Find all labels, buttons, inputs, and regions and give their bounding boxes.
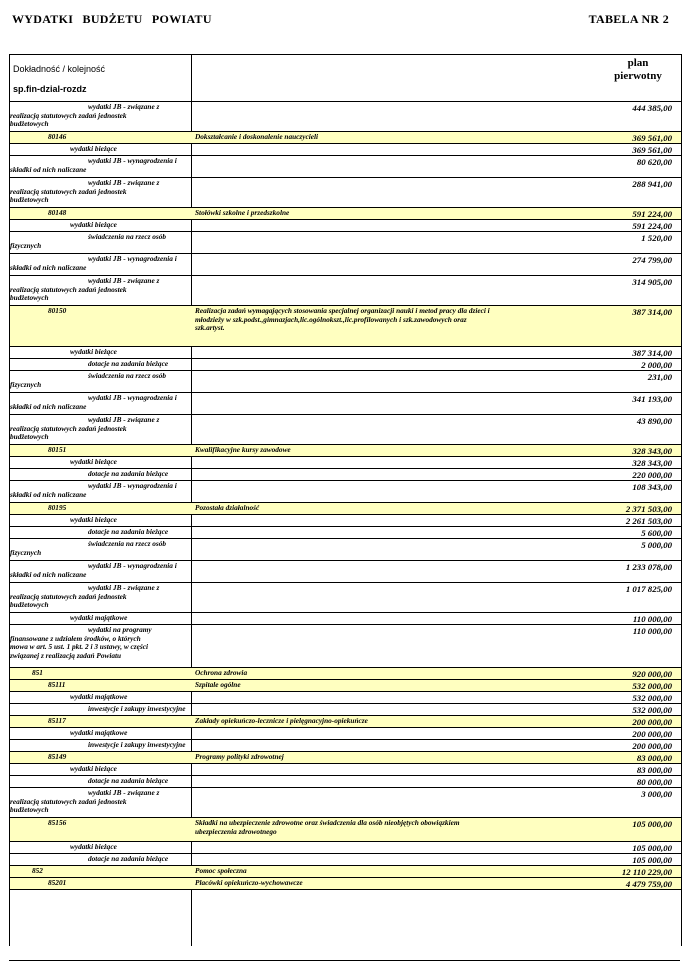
table-row — [10, 220, 681, 232]
section-row — [10, 445, 681, 457]
section-row — [10, 680, 681, 692]
row-plan-value: 532 000,00 — [632, 705, 672, 715]
table-row — [10, 704, 681, 716]
row-classification-line: wydatki majątkowe — [70, 613, 128, 622]
row-classification-line: budżetowych — [10, 119, 49, 129]
row-classification — [10, 614, 191, 623]
table-row — [10, 371, 681, 393]
row-plan-value: 5 000,00 — [641, 540, 672, 550]
table-row — [10, 613, 681, 625]
page-title: WYDATKI BUDŻETU POWIATU — [12, 12, 212, 26]
row-classification-line: 80146 — [48, 132, 67, 141]
row-classification-line: wydatki JB - wynagrodzenia i — [88, 481, 177, 490]
row-classification — [10, 729, 191, 738]
row-classification-line: inwestycje i zakupy inwestycyjne — [88, 704, 186, 713]
row-classification — [10, 765, 191, 774]
row-plan-value: 83 000,00 — [636, 765, 672, 775]
row-description: Realizacja zadań wymagających stosowania specjalnej organizacji nauki i metod pracy dla dzieci i młodzieży w szk.podst.,gimnazjach,lic.ogólnokszt.,lic.profilowanych i szk.zawodowych oraz szk.artyst. — [195, 306, 490, 333]
table-row — [10, 359, 681, 371]
row-classification-line: mowa w art. 5 ust. 1 pkt. 2 i 3 ustawy, w części — [10, 642, 148, 652]
row-classification — [10, 145, 191, 154]
row-plan-value: 274 799,00 — [632, 255, 672, 265]
row-classification-line: fizycznych — [10, 379, 42, 389]
section-row — [10, 503, 681, 515]
row-classification — [10, 855, 191, 864]
row-classification-line: wydatki majątkowe — [70, 728, 128, 737]
row-classification-line: świadczenia na rzecz osób — [88, 232, 167, 241]
table-row — [10, 788, 681, 818]
row-classification-line: wydatki JB - wynagrodzenia i — [88, 393, 177, 402]
row-plan-value: 12 110 229,00 — [621, 867, 672, 877]
row-plan-value: 591 224,00 — [632, 209, 672, 219]
row-classification — [10, 562, 191, 579]
row-plan-value: 80 000,00 — [636, 777, 672, 787]
row-plan-value: 220 000,00 — [632, 470, 672, 480]
table-row — [10, 842, 681, 854]
row-classification — [10, 705, 191, 714]
row-plan-value: 314 905,00 — [632, 277, 672, 287]
row-plan-value: 200 000,00 — [632, 741, 672, 751]
column-header-plan — [603, 57, 673, 83]
table-row — [10, 232, 681, 254]
table-row — [10, 102, 681, 132]
column-header-order: Dokładność / kolejność — [13, 64, 106, 74]
table-row — [10, 728, 681, 740]
section-row — [10, 132, 681, 144]
row-classification — [10, 360, 191, 369]
row-classification — [10, 277, 191, 303]
row-plan-value: 532 000,00 — [632, 681, 672, 691]
row-description: Szpitale ogólne — [195, 680, 241, 689]
table-row — [10, 178, 681, 208]
row-plan-value: 341 193,00 — [632, 394, 672, 404]
row-classification — [10, 516, 191, 525]
row-classification-line: 851 — [32, 668, 43, 677]
row-classification — [10, 626, 191, 660]
row-classification-line: składki od nich naliczane — [10, 164, 87, 174]
row-classification-line: 85149 — [48, 752, 67, 761]
row-plan-value: 2 371 503,00 — [625, 504, 672, 514]
row-classification-line: wydatki JB - związane z — [88, 415, 160, 424]
row-classification-line: realizacją statutowych zadań jednostek — [10, 186, 127, 196]
row-plan-value: 2 261 503,00 — [625, 516, 672, 526]
table-row — [10, 144, 681, 156]
row-classification — [10, 209, 191, 218]
row-classification — [10, 789, 191, 815]
section-row — [10, 866, 681, 878]
row-plan-value: 1 520,00 — [641, 233, 672, 243]
row-classification-line: budżetowych — [10, 805, 49, 815]
table-row — [10, 776, 681, 788]
row-classification-line: 85117 — [48, 716, 66, 725]
row-classification — [10, 504, 191, 513]
table-row — [10, 740, 681, 752]
table-row — [10, 469, 681, 481]
row-classification-line: dotacje na zadania bieżące — [88, 469, 169, 478]
row-classification-line: 80195 — [48, 503, 67, 512]
row-classification — [10, 584, 191, 610]
row-plan-value: 920 000,00 — [632, 669, 672, 679]
row-classification-line: inwestycje i zakupy inwestycyjne — [88, 740, 186, 749]
row-classification — [10, 470, 191, 479]
section-row — [10, 306, 681, 347]
row-description: Zakłady opiekuńczo-lecznicze i pielęgnacyjno-opiekuńcze — [195, 716, 368, 725]
row-classification-line: 85156 — [48, 818, 67, 827]
row-plan-value: 369 561,00 — [632, 145, 672, 155]
row-classification-line: wydatki bieżące — [70, 457, 117, 466]
section-row — [10, 818, 681, 842]
row-classification — [10, 348, 191, 357]
section-row — [10, 878, 681, 890]
row-classification-line: składki od nich naliczane — [10, 569, 87, 579]
row-classification-line: 85111 — [48, 680, 66, 689]
row-classification-line: realizacją statutowych zadań jednostek — [10, 796, 127, 806]
row-description: Składki na ubezpieczenie zdrowotne oraz świadczenia dla osób nieobjętych obowiązkiem ubezpieczenia zdrowotnego — [195, 818, 460, 836]
row-classification-line: 80151 — [48, 445, 67, 454]
table-row — [10, 347, 681, 359]
row-classification — [10, 103, 191, 129]
row-classification — [10, 669, 191, 678]
table-row — [10, 415, 681, 445]
row-classification-line: składki od nich naliczane — [10, 262, 87, 272]
row-classification-line: wydatki bieżące — [70, 347, 117, 356]
table-row — [10, 457, 681, 469]
row-plan-value: 369 561,00 — [632, 133, 672, 143]
row-plan-value: 444 385,00 — [632, 103, 672, 113]
row-classification — [10, 307, 191, 316]
row-classification-line: wydatki JB - związane z — [88, 102, 160, 111]
row-classification-line: dotacje na zadania bieżące — [88, 854, 169, 863]
table-row — [10, 692, 681, 704]
row-description: Pozostała działalność — [195, 503, 260, 512]
row-classification-line: wydatki JB - związane z — [88, 178, 160, 187]
row-description: Pomoc społeczna — [195, 866, 247, 875]
row-classification-line: budżetowych — [10, 432, 49, 442]
row-classification — [10, 753, 191, 762]
row-plan-value: 231,00 — [647, 372, 672, 382]
row-plan-value: 43 890,00 — [636, 416, 672, 426]
section-row — [10, 716, 681, 728]
row-classification — [10, 843, 191, 852]
table-row — [10, 156, 681, 178]
row-plan-value: 3 000,00 — [641, 789, 672, 799]
row-classification — [10, 446, 191, 455]
row-classification-line: świadczenia na rzecz osób — [88, 371, 167, 380]
row-classification-line: wydatki bieżące — [70, 220, 117, 229]
row-description: Ochrona zdrowia — [195, 668, 248, 677]
row-classification-line: wydatki bieżące — [70, 144, 117, 153]
row-classification-line: wydatki JB - wynagrodzenia i — [88, 561, 177, 570]
row-classification — [10, 179, 191, 205]
row-classification-line: fizycznych — [10, 547, 42, 557]
plan-label: plan — [627, 57, 649, 69]
row-plan-value: 328 343,00 — [632, 446, 672, 456]
row-classification — [10, 528, 191, 537]
row-plan-value: 387 314,00 — [632, 348, 672, 358]
row-classification-line: dotacje na zadania bieżące — [88, 776, 169, 785]
row-plan-value: 387 314,00 — [632, 307, 672, 317]
row-classification — [10, 416, 191, 442]
row-description: Stołówki szkolne i przedszkolne — [195, 208, 290, 217]
row-classification — [10, 540, 191, 557]
row-classification-line: 80148 — [48, 208, 67, 217]
row-classification-line: dotacje na zadania bieżące — [88, 527, 169, 536]
row-classification-line: realizacją statutowych zadań jednostek — [10, 284, 127, 294]
table-row — [10, 393, 681, 415]
row-classification-line: realizacją statutowych zadań jednostek — [10, 591, 127, 601]
row-description: Kwalifikacyjne kursy zawodowe — [195, 445, 291, 454]
row-description: Dokształcanie i doskonalenie nauczycieli — [195, 132, 319, 141]
row-description: Programy polityki zdrowotnej — [195, 752, 284, 761]
row-classification-line: wydatki JB - związane z — [88, 276, 160, 285]
row-classification — [10, 394, 191, 411]
table-number: TABELA NR 2 — [588, 12, 669, 26]
row-classification-line: wydatki na programy — [88, 625, 152, 634]
row-plan-value: 110 000,00 — [632, 614, 672, 624]
row-plan-value: 2 000,00 — [641, 360, 672, 370]
row-plan-value: 110 000,00 — [632, 626, 672, 636]
row-classification — [10, 157, 191, 174]
row-plan-value: 1 017 825,00 — [625, 584, 672, 594]
table-row — [10, 515, 681, 527]
row-plan-value: 83 000,00 — [636, 753, 672, 763]
table-body — [10, 102, 681, 890]
row-classification-line: składki od nich naliczane — [10, 401, 87, 411]
row-classification — [10, 681, 191, 690]
section-row — [10, 752, 681, 764]
table-row — [10, 539, 681, 561]
row-plan-value: 5 600,00 — [641, 528, 672, 538]
row-plan-value: 108 343,00 — [632, 482, 672, 492]
row-classification — [10, 777, 191, 786]
row-classification — [10, 482, 191, 499]
row-classification — [10, 233, 191, 250]
row-classification-line: 852 — [32, 866, 43, 875]
row-plan-value: 200 000,00 — [632, 729, 672, 739]
row-plan-value: 105 000,00 — [632, 819, 672, 829]
section-row — [10, 208, 681, 220]
row-classification-line: związanej z realizacją zadań Powiatu — [10, 650, 122, 660]
row-plan-value: 591 224,00 — [632, 221, 672, 231]
row-plan-value: 328 343,00 — [632, 458, 672, 468]
row-plan-value: 200 000,00 — [632, 717, 672, 727]
row-classification-line: wydatki bieżące — [70, 515, 117, 524]
row-classification-line: składki od nich naliczane — [10, 489, 87, 499]
table-row — [10, 527, 681, 539]
row-classification-line: realizacją statutowych zadań jednostek — [10, 423, 127, 433]
table-row — [10, 854, 681, 866]
row-classification-line: wydatki bieżące — [70, 842, 117, 851]
table-row — [10, 625, 681, 668]
row-classification-line: wydatki JB - wynagrodzenia i — [88, 254, 177, 263]
row-classification — [10, 693, 191, 702]
row-classification-line: wydatki JB - związane z — [88, 788, 160, 797]
row-classification-line: budżetowych — [10, 600, 49, 610]
row-classification-line: budżetowych — [10, 293, 49, 303]
table-row — [10, 254, 681, 276]
row-classification-line: fizycznych — [10, 240, 42, 250]
row-classification-line: realizacją statutowych zadań jednostek — [10, 110, 127, 120]
table-row — [10, 583, 681, 613]
section-row — [10, 668, 681, 680]
row-classification — [10, 133, 191, 142]
row-classification — [10, 458, 191, 467]
row-classification — [10, 741, 191, 750]
row-classification — [10, 255, 191, 272]
row-plan-value: 105 000,00 — [632, 843, 672, 853]
plan-sublabel: pierwotny — [614, 70, 662, 82]
table-row — [10, 481, 681, 503]
row-classification-line: 85201 — [48, 878, 67, 887]
row-classification — [10, 867, 191, 876]
row-description: Placówki opiekuńczo-wychowawcze — [195, 878, 303, 887]
table-row — [10, 561, 681, 583]
column-header-classification: sp.fin-dzial-rozdz — [13, 84, 87, 94]
row-plan-value: 105 000,00 — [632, 855, 672, 865]
row-plan-value: 4 479 759,00 — [625, 879, 672, 889]
table-header — [10, 55, 681, 102]
row-classification-line: budżetowych — [10, 195, 49, 205]
row-plan-value: 80 620,00 — [636, 157, 672, 167]
row-classification-line: dotacje na zadania bieżące — [88, 359, 169, 368]
row-classification-line: finansowane z udziałem środków, o których — [10, 633, 141, 643]
row-plan-value: 288 941,00 — [632, 179, 672, 189]
row-classification — [10, 819, 191, 828]
row-classification — [10, 221, 191, 230]
budget-table — [9, 54, 682, 946]
table-row — [10, 764, 681, 776]
footer-rule — [9, 960, 680, 961]
row-classification-line: wydatki JB - wynagrodzenia i — [88, 156, 177, 165]
row-classification-line: świadczenia na rzecz osób — [88, 539, 167, 548]
row-classification-line: wydatki majątkowe — [70, 692, 128, 701]
row-classification — [10, 879, 191, 888]
row-classification-line: wydatki JB - związane z — [88, 583, 160, 592]
row-classification — [10, 372, 191, 389]
row-classification-line: wydatki bieżące — [70, 764, 117, 773]
row-plan-value: 532 000,00 — [632, 693, 672, 703]
table-row — [10, 276, 681, 306]
row-plan-value: 1 233 078,00 — [625, 562, 672, 572]
row-classification — [10, 717, 191, 726]
row-classification-line: 80150 — [48, 306, 67, 315]
